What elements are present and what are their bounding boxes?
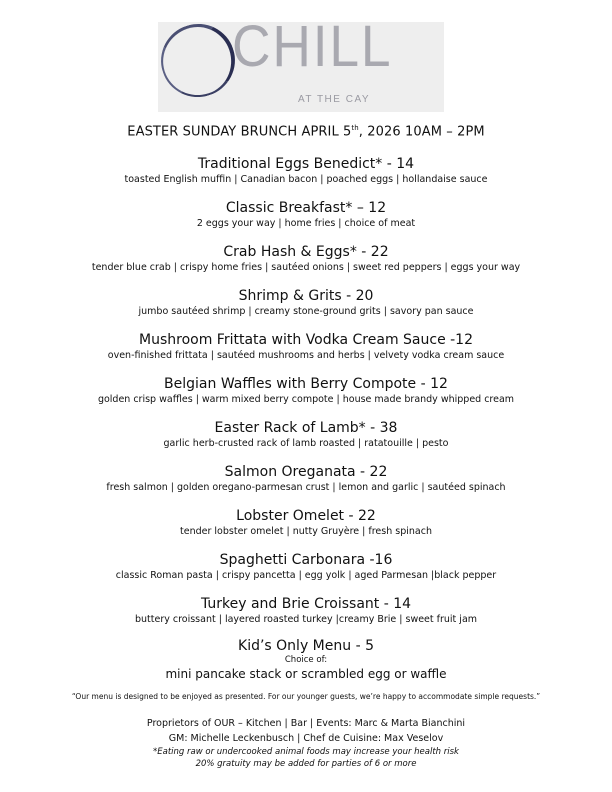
menu-item-title: Shrimp & Grits - 20 [238, 288, 374, 304]
page-title [0, 124, 612, 139]
menu-item [0, 463, 612, 507]
kids-menu-title: Kid’s Only Menu - 5 [238, 638, 374, 654]
menu-item-description: jumbo sautéed shrimp | creamy stone-ground grits | savory pan sauce [138, 306, 474, 317]
menu-item [0, 595, 612, 639]
title-time-part: , 2026 10AM – 2PM [358, 124, 485, 140]
menu-item [0, 375, 612, 419]
menu-item-description: 2 eggs your way | home fries | choice of meat [196, 218, 416, 229]
menu-item-title: Easter Rack of Lamb* - 38 [214, 420, 398, 436]
kids-menu-choice-label: Choice of: [284, 655, 328, 665]
gratuity-note: 20% gratuity may be added for parties of 6 or more [195, 759, 417, 769]
menu-item [0, 419, 612, 463]
menu-item-title: Salmon Oreganata - 22 [224, 464, 388, 480]
menu-list [0, 155, 612, 639]
menu-item-description: buttery croissant | layered roasted turkey |creamy Brie | sweet fruit jam [134, 614, 478, 625]
kids-menu [0, 637, 612, 683]
menu-item-description: tender blue crab | crispy home fries | sautéed onions | sweet red peppers | eggs your way [91, 262, 521, 273]
menu-item [0, 331, 612, 375]
footer [0, 716, 612, 770]
menu-item-description: toasted English muffin | Canadian bacon | poached eggs | hollandaise sauce [124, 174, 488, 185]
kids-menu-options: mini pancake stack or scrambled egg or waffle [165, 667, 447, 681]
menu-item-description: garlic herb-crusted rack of lamb roasted | ratatouille | pesto [163, 438, 449, 449]
menu-item-description: fresh salmon | golden oregano-parmesan crust | lemon and garlic | sautéed spinach [106, 482, 506, 493]
menu-item [0, 287, 612, 331]
logo-tagline: AT THE CAY [298, 94, 371, 105]
menu-item-description: tender lobster omelet | nutty Gruyère | fresh spinach [180, 526, 432, 537]
menu-item [0, 507, 612, 551]
menu-note: “Our menu is designed to be enjoyed as presented. For our younger guests, we’re happy to accommodate simple requests.” [71, 692, 541, 701]
menu-item-title: Crab Hash & Eggs* - 22 [223, 244, 389, 260]
logo-name: CHILL [232, 14, 393, 79]
menu-item-description: oven-finished frittata | sautéed mushrooms and herbs | velvety vodka cream sauce [107, 350, 505, 361]
menu-item-title: Traditional Eggs Benedict* - 14 [197, 156, 415, 172]
menu-item [0, 199, 612, 243]
menu-item-title: Turkey and Brie Croissant - 14 [200, 596, 412, 612]
menu-item-description: classic Roman pasta | crispy pancetta | egg yolk | aged Parmesan |black pepper [115, 570, 497, 581]
menu-item-title: Belgian Waffles with Berry Compote - 12 [164, 376, 448, 392]
menu-item [0, 243, 612, 287]
proprietors-line: Proprietors of OUR – Kitchen | Bar | Events: Marc & Marta Bianchini [146, 718, 466, 729]
menu-item-description: golden crisp waffles | warm mixed berry compote | house made brandy whipped cream [97, 394, 515, 405]
health-warning: *Eating raw or undercooked animal foods may increase your health risk [153, 747, 459, 757]
staff-line: GM: Michelle Leckenbusch | Chef de Cuisine: Max Veselov [168, 733, 444, 744]
menu-item [0, 155, 612, 199]
menu-item-title: Spaghetti Carbonara -16 [219, 552, 393, 568]
menu-item-title: Mushroom Frittata with Vodka Cream Sauce -12 [139, 332, 473, 348]
menu-item [0, 551, 612, 595]
title-ordinal-suffix: th [351, 124, 359, 132]
title-date-part: EASTER SUNDAY BRUNCH APRIL 5 [127, 124, 352, 140]
menu-item-title: Lobster Omelet - 22 [236, 508, 376, 524]
menu-item-title: Classic Breakfast* – 12 [225, 200, 387, 216]
